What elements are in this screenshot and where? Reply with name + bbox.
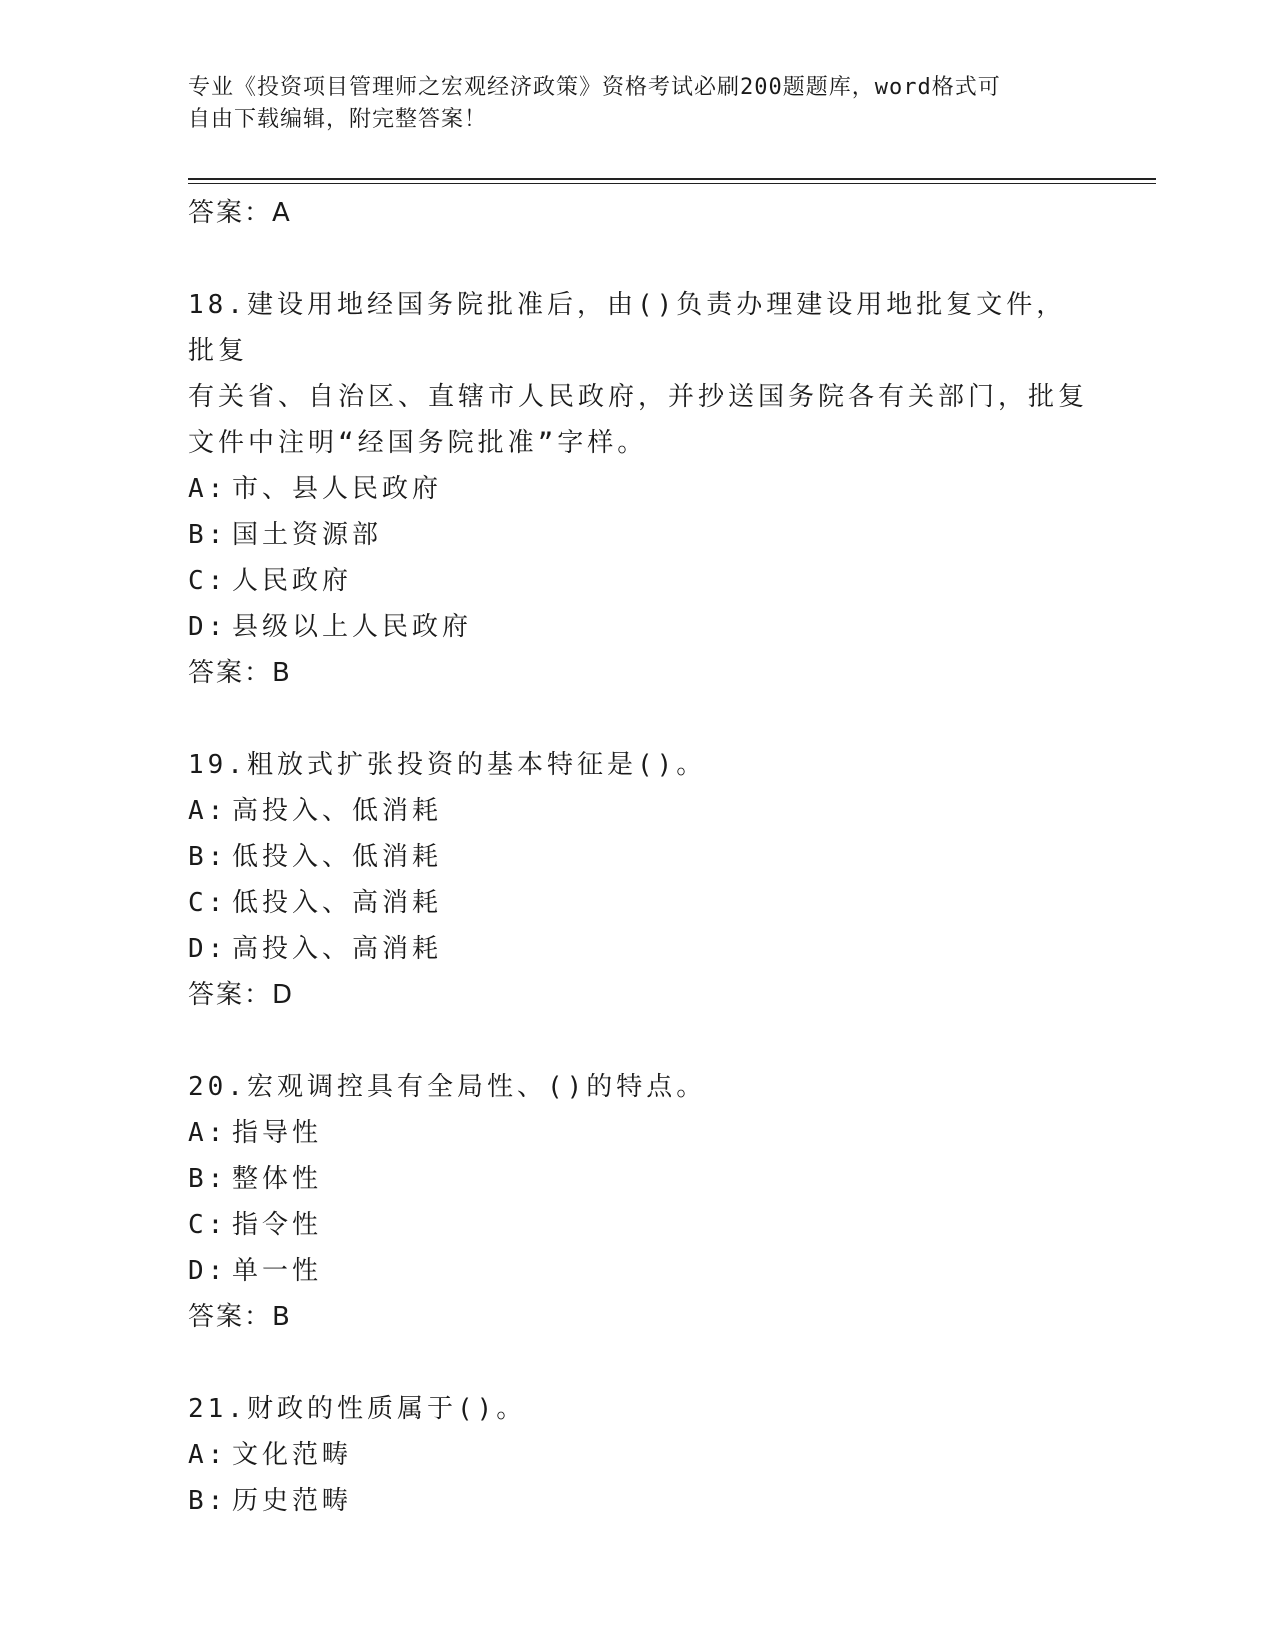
option-key: A: <box>188 1440 228 1470</box>
stem-line: 有关省、自治区、直辖市人民政府，并抄送国务院各有关部门，批复 <box>188 382 1089 412</box>
header-divider-thin <box>188 183 1156 184</box>
option-text: 市、县人民政府 <box>232 474 443 504</box>
answer-line: 答案：D <box>188 980 295 1010</box>
question-19 <box>188 742 1088 1018</box>
option-text: 单一性 <box>232 1256 323 1286</box>
option-text: 高投入、低消耗 <box>232 796 443 826</box>
option-key: B: <box>188 520 228 550</box>
option-key: B: <box>188 1164 228 1194</box>
stem-line: 21.财政的性质属于()。 <box>188 1394 527 1424</box>
question-stem <box>188 1386 1088 1432</box>
option-key: D: <box>188 612 228 642</box>
option-d <box>188 926 1088 972</box>
option-key: A: <box>188 796 228 826</box>
option-text: 低投入、高消耗 <box>232 888 443 918</box>
option-a <box>188 1110 1088 1156</box>
answer-line: 答案：B <box>188 1302 292 1332</box>
stem-line: 20.宏观调控具有全局性、()的特点。 <box>188 1072 707 1102</box>
option-d <box>188 604 1088 650</box>
option-b <box>188 512 1088 558</box>
question-18 <box>188 282 1088 696</box>
header-divider-thick <box>188 178 1156 180</box>
option-key: B: <box>188 842 228 872</box>
question-stem <box>188 742 1088 788</box>
option-b <box>188 1156 1088 1202</box>
option-key: C: <box>188 1210 228 1240</box>
option-key: D: <box>188 1256 228 1286</box>
option-a <box>188 1432 1088 1478</box>
question-stem <box>188 282 1088 466</box>
option-key: D: <box>188 934 228 964</box>
option-key: B: <box>188 1486 228 1516</box>
option-text: 高投入、高消耗 <box>232 934 443 964</box>
option-c <box>188 880 1088 926</box>
question-list <box>188 190 1088 1524</box>
answer-line: 答案：B <box>188 658 292 688</box>
option-text: 人民政府 <box>232 566 353 596</box>
stem-line: 文件中注明“经国务院批准”字样。 <box>188 428 648 458</box>
option-text: 整体性 <box>232 1164 323 1194</box>
header-line-1: 专业《投资项目管理师之宏观经济政策》资格考试必刷200题题库，word格式可 <box>188 75 1001 100</box>
question-stem <box>188 1064 1088 1110</box>
option-key: A: <box>188 1118 228 1148</box>
option-text: 指令性 <box>232 1210 323 1240</box>
option-text: 历史范畴 <box>232 1486 353 1516</box>
option-key: C: <box>188 566 228 596</box>
question-21 <box>188 1386 1088 1524</box>
option-text: 文化范畴 <box>232 1440 353 1470</box>
option-text: 县级以上人民政府 <box>232 612 473 642</box>
answer-line: 答案：A <box>188 198 292 228</box>
option-c <box>188 558 1088 604</box>
document-header <box>188 72 1088 136</box>
option-text: 指导性 <box>232 1118 323 1148</box>
option-a <box>188 788 1088 834</box>
option-b <box>188 1478 1088 1524</box>
stem-line: 18.建设用地经国务院批准后，由()负责办理建设用地批复文件，批复 <box>188 290 1067 366</box>
option-key: A: <box>188 474 228 504</box>
stem-line: 19.粗放式扩张投资的基本特征是()。 <box>188 750 707 780</box>
header-line-2: 自由下载编辑，附完整答案！ <box>188 107 488 132</box>
option-key: C: <box>188 888 228 918</box>
option-d <box>188 1248 1088 1294</box>
option-b <box>188 834 1088 880</box>
option-text: 国土资源部 <box>232 520 383 550</box>
question-20 <box>188 1064 1088 1340</box>
option-c <box>188 1202 1088 1248</box>
option-a <box>188 466 1088 512</box>
option-text: 低投入、低消耗 <box>232 842 443 872</box>
